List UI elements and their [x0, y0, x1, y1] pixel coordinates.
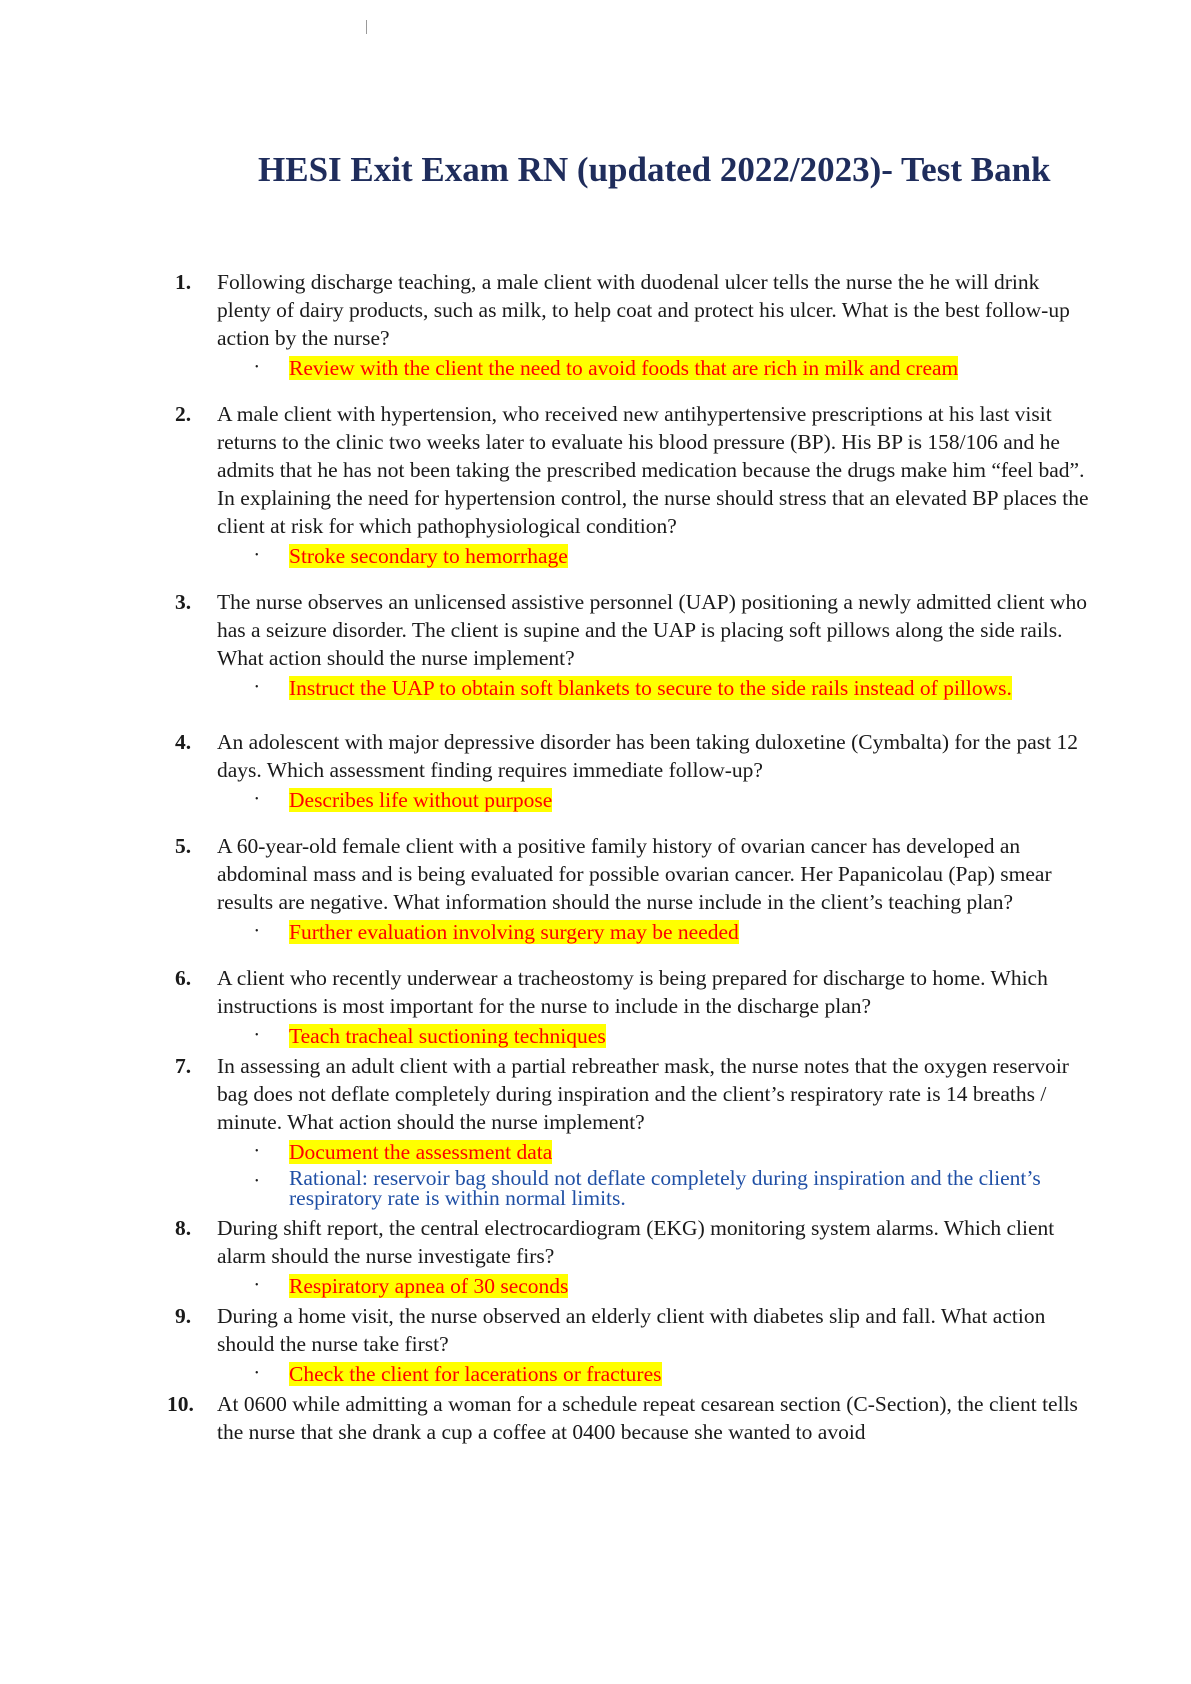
answer-list [217, 674, 1095, 702]
answer-list [217, 1360, 1095, 1388]
highlighted-answer: Teach tracheal suctioning techniques [289, 1024, 606, 1048]
question-number: 4. [175, 730, 192, 754]
highlighted-answer: Instruct the UAP to obtain soft blankets to secure to the side rails instead of pillows. [289, 676, 1012, 700]
question-text: The nurse observes an unlicensed assistive personnel (UAP) positioning a newly admitted client who has a seizure disorder. The client is supine and the UAP is placing soft pillows along the side rails. What action should the nurse implement? [217, 590, 1087, 670]
answer-list [217, 786, 1095, 814]
answer-list [217, 1022, 1095, 1050]
answer-item [217, 786, 1095, 814]
bullet-icon: • [255, 1146, 259, 1157]
answer-list [217, 1272, 1095, 1300]
highlighted-answer: Stroke secondary to hemorrhage [289, 544, 568, 568]
question-list [167, 268, 1095, 1446]
question-6 [175, 964, 1095, 1050]
bullet-icon: • [255, 794, 259, 805]
answer-item [217, 1360, 1095, 1388]
question-text: A client who recently underwear a tracheostomy is being prepared for discharge to home. Which instructions is most important for the nurse to include in the discharge plan? [217, 966, 1048, 1018]
question-7 [175, 1052, 1095, 1212]
highlighted-answer: Review with the client the need to avoid foods that are rich in milk and cream [289, 356, 959, 380]
header-marker [366, 20, 367, 34]
question-4 [175, 728, 1095, 814]
question-number: 8. [175, 1216, 192, 1240]
document-title: HESI Exit Exam RN (updated 2022/2023)- Test Bank [258, 150, 1051, 189]
bullet-icon: • [255, 550, 259, 561]
answer-list [217, 542, 1095, 570]
question-number: 6. [175, 966, 192, 990]
question-text: A male client with hypertension, who received new antihypertensive prescriptions at his last visit returns to the clinic two weeks later to evaluate his blood pressure (BP). His BP is 158/106 and he admits that he has not been taking the prescribed medication because the drugs make him “feel bad”. In explaining the need for hypertension control, the nurse should stress that an elevated BP places the client at risk for which pathophysiological condition? [217, 402, 1089, 538]
question-number: 7. [175, 1054, 192, 1078]
question-2 [175, 400, 1095, 570]
answer-item [217, 674, 1095, 702]
highlighted-answer: Respiratory apnea of 30 seconds [289, 1274, 569, 1298]
answer-list [217, 1138, 1095, 1212]
answer-item [217, 354, 1095, 382]
question-8 [175, 1214, 1095, 1300]
question-text: At 0600 while admitting a woman for a schedule repeat cesarean section (C-Section), the client tells the nurse that she drank a cup a coffee at 0400 because she wanted to avoid [217, 1392, 1078, 1444]
bullet-icon: • [255, 682, 259, 693]
question-1 [175, 268, 1095, 382]
answer-item [217, 1022, 1095, 1050]
question-text: In assessing an adult client with a partial rebreather mask, the nurse notes that the oxygen reservoir bag does not deflate completely during inspiration and the client’s respiratory rate is 14 breaths / minute. What action should the nurse implement? [217, 1054, 1069, 1134]
question-text: An adolescent with major depressive disorder has been taking duloxetine (Cymbalta) for the past 12 days. Which assessment finding requires immediate follow-up? [217, 730, 1078, 782]
question-text: During a home visit, the nurse observed an elderly client with diabetes slip and fall. What action should the nurse take first? [217, 1304, 1046, 1356]
answer-item [217, 918, 1095, 946]
answer-item [217, 542, 1095, 570]
bullet-icon: • [255, 1280, 259, 1291]
answer-item [217, 1138, 1095, 1166]
highlighted-answer: Further evaluation involving surgery may be needed [289, 920, 739, 944]
highlighted-answer: Describes life without purpose [289, 788, 553, 812]
rationale-item [217, 1168, 1095, 1212]
highlighted-answer: Document the assessment data [289, 1140, 553, 1164]
question-number: 1. [175, 270, 192, 294]
answer-item [217, 1272, 1095, 1300]
rationale-text: Rational: reservoir bag should not deflate completely during inspiration and the client’s respiratory rate is within normal limits. [289, 1166, 1041, 1210]
question-number: 2. [175, 402, 192, 426]
question-text: Following discharge teaching, a male client with duodenal ulcer tells the nurse the he will drink plenty of dairy products, such as milk, to help coat and protect his ulcer. What is the best follow-up action by the nurse? [217, 270, 1070, 350]
question-number: 3. [175, 590, 192, 614]
question-text: A 60-year-old female client with a positive family history of ovarian cancer has developed an abdominal mass and is being evaluated for possible ovarian cancer. Her Papanicolau (Pap) smear results are negative. What information should the nurse include in the client’s teaching plan? [217, 834, 1052, 914]
answer-list [217, 918, 1095, 946]
question-number: 10. [167, 1392, 194, 1416]
bullet-icon: • [255, 926, 259, 937]
question-9 [175, 1302, 1095, 1388]
answer-list [217, 354, 1095, 382]
bullet-icon: • [255, 1176, 259, 1187]
question-5 [175, 832, 1095, 946]
question-3 [175, 588, 1095, 702]
bullet-icon: • [255, 1030, 259, 1041]
question-text: During shift report, the central electrocardiogram (EKG) monitoring system alarms. Which client alarm should the nurse investigate firs? [217, 1216, 1055, 1268]
question-10 [167, 1390, 1095, 1446]
question-number: 5. [175, 834, 192, 858]
bullet-icon: • [255, 1368, 259, 1379]
bullet-icon: • [255, 362, 259, 373]
question-number: 9. [175, 1304, 192, 1328]
highlighted-answer: Check the client for lacerations or fractures [289, 1362, 662, 1386]
